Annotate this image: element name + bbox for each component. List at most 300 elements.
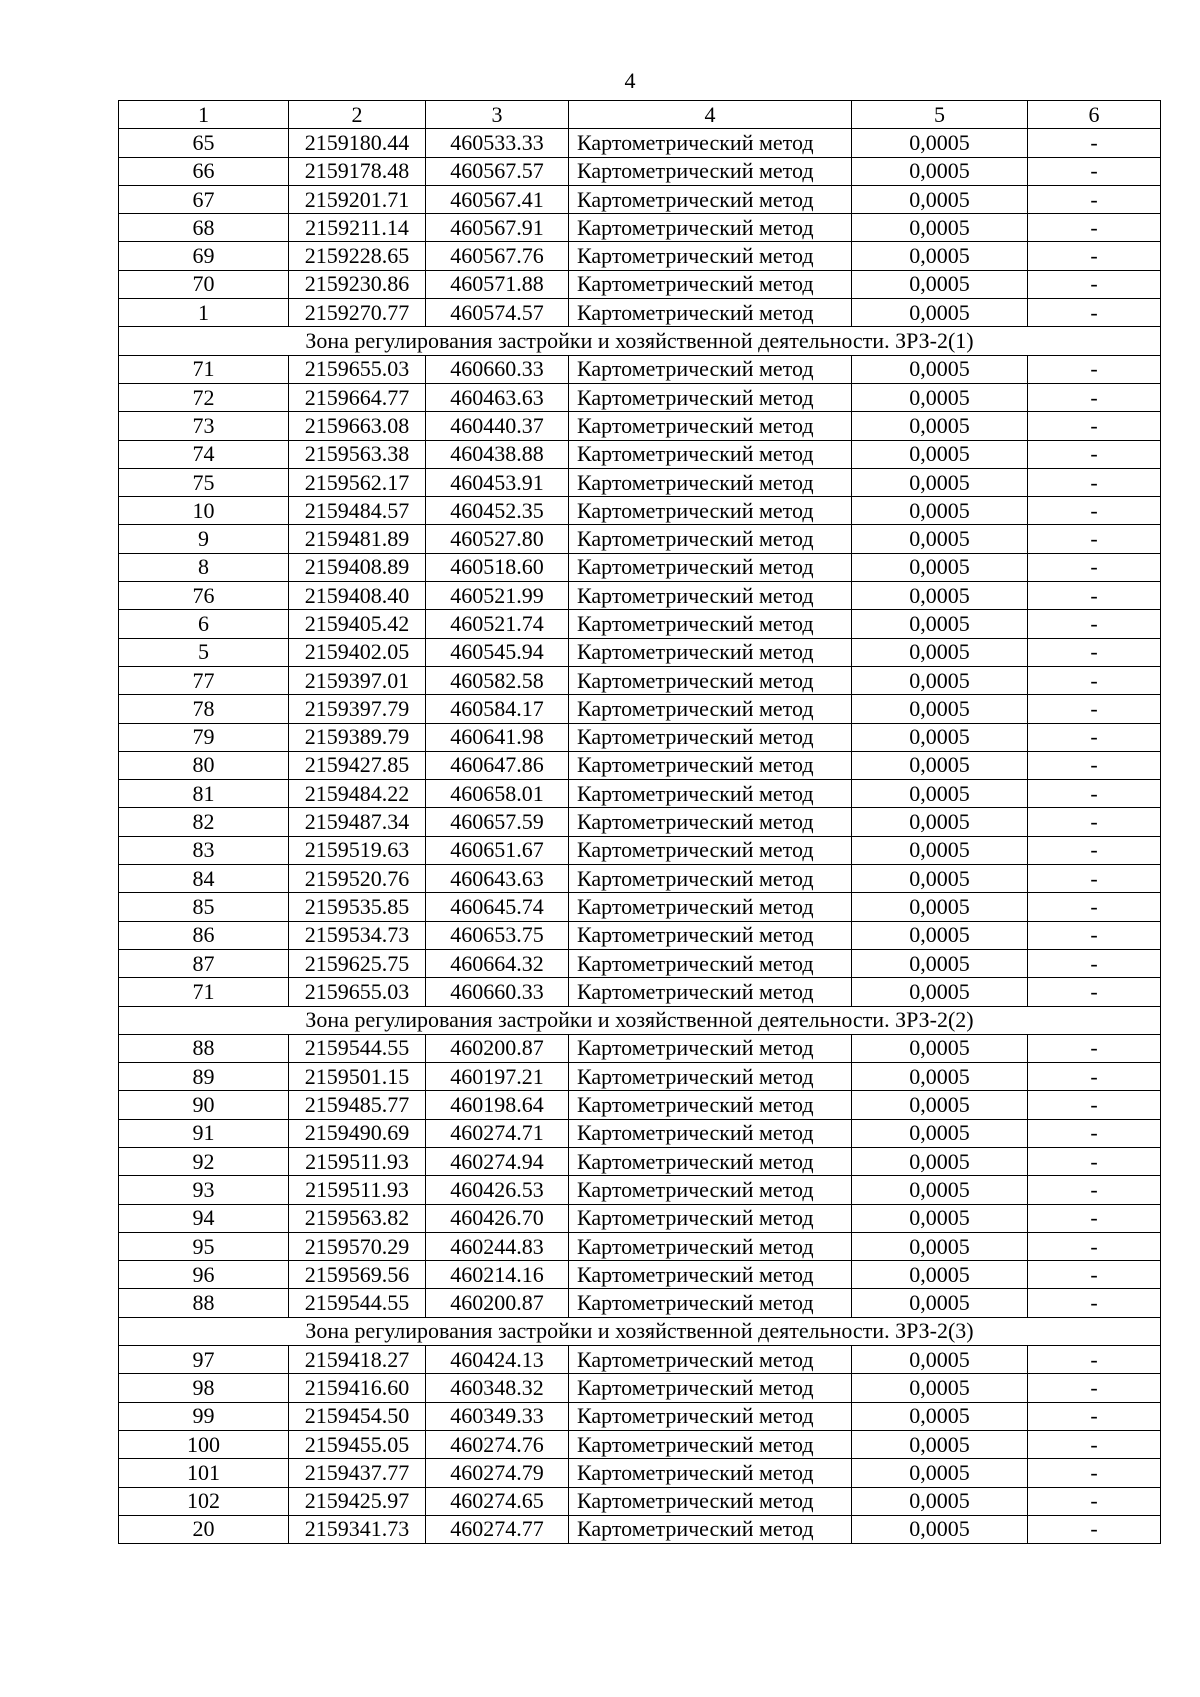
table-header-row (119, 101, 1161, 129)
note-cell: - (1028, 1430, 1161, 1458)
point-number-cell: 20 (119, 1515, 289, 1543)
table-row (119, 1459, 1161, 1487)
x-coordinate-cell: 2159408.40 (289, 582, 426, 610)
note-cell: - (1028, 978, 1161, 1006)
accuracy-cell: 0,0005 (852, 1289, 1028, 1317)
note-cell: - (1028, 1176, 1161, 1204)
note-cell: - (1028, 129, 1161, 157)
y-coordinate-cell: 460274.65 (426, 1487, 569, 1515)
point-number-cell: 71 (119, 978, 289, 1006)
accuracy-cell: 0,0005 (852, 949, 1028, 977)
table-row (119, 723, 1161, 751)
accuracy-cell: 0,0005 (852, 1176, 1028, 1204)
point-number-cell: 97 (119, 1346, 289, 1374)
method-cell: Картометрический метод (569, 355, 852, 383)
table-row (119, 780, 1161, 808)
note-cell: - (1028, 638, 1161, 666)
point-number-cell: 83 (119, 836, 289, 864)
point-number-cell: 88 (119, 1034, 289, 1062)
y-coordinate-cell: 460660.33 (426, 355, 569, 383)
table-row (119, 695, 1161, 723)
table-row (119, 836, 1161, 864)
table-row (119, 751, 1161, 779)
x-coordinate-cell: 2159454.50 (289, 1402, 426, 1430)
note-cell: - (1028, 751, 1161, 779)
table-row (119, 383, 1161, 411)
table-row (119, 1402, 1161, 1430)
column-header-5: 5 (852, 101, 1028, 129)
point-number-cell: 80 (119, 751, 289, 779)
note-cell: - (1028, 1063, 1161, 1091)
point-number-cell: 98 (119, 1374, 289, 1402)
accuracy-cell: 0,0005 (852, 893, 1028, 921)
point-number-cell: 81 (119, 780, 289, 808)
point-number-cell: 8 (119, 553, 289, 581)
accuracy-cell: 0,0005 (852, 468, 1028, 496)
accuracy-cell: 0,0005 (852, 638, 1028, 666)
y-coordinate-cell: 460453.91 (426, 468, 569, 496)
point-number-cell: 94 (119, 1204, 289, 1232)
table-row (119, 157, 1161, 185)
note-cell: - (1028, 723, 1161, 751)
note-cell: - (1028, 836, 1161, 864)
y-coordinate-cell: 460274.77 (426, 1515, 569, 1543)
note-cell: - (1028, 949, 1161, 977)
x-coordinate-cell: 2159178.48 (289, 157, 426, 185)
x-coordinate-cell: 2159397.01 (289, 666, 426, 694)
y-coordinate-cell: 460574.57 (426, 299, 569, 327)
y-coordinate-cell: 460567.57 (426, 157, 569, 185)
table-row (119, 242, 1161, 270)
method-cell: Картометрический метод (569, 808, 852, 836)
accuracy-cell: 0,0005 (852, 525, 1028, 553)
y-coordinate-cell: 460198.64 (426, 1091, 569, 1119)
point-number-cell: 100 (119, 1430, 289, 1458)
method-cell: Картометрический метод (569, 525, 852, 553)
y-coordinate-cell: 460274.76 (426, 1430, 569, 1458)
note-cell: - (1028, 525, 1161, 553)
y-coordinate-cell: 460521.99 (426, 582, 569, 610)
column-header-6: 6 (1028, 101, 1161, 129)
table-row (119, 921, 1161, 949)
method-cell: Картометрический метод (569, 129, 852, 157)
method-cell: Картометрический метод (569, 1402, 852, 1430)
y-coordinate-cell: 460244.83 (426, 1232, 569, 1260)
x-coordinate-cell: 2159228.65 (289, 242, 426, 270)
note-cell: - (1028, 157, 1161, 185)
method-cell: Картометрический метод (569, 1430, 852, 1458)
point-number-cell: 6 (119, 610, 289, 638)
zone-header-row (119, 327, 1161, 355)
accuracy-cell: 0,0005 (852, 1147, 1028, 1175)
method-cell: Картометрический метод (569, 1119, 852, 1147)
y-coordinate-cell: 460584.17 (426, 695, 569, 723)
note-cell: - (1028, 1459, 1161, 1487)
table-row (119, 666, 1161, 694)
y-coordinate-cell: 460518.60 (426, 553, 569, 581)
point-number-cell: 96 (119, 1261, 289, 1289)
accuracy-cell: 0,0005 (852, 808, 1028, 836)
y-coordinate-cell: 460214.16 (426, 1261, 569, 1289)
zone-header-row (119, 1317, 1161, 1345)
zone-header-row (119, 1006, 1161, 1034)
table-row (119, 1119, 1161, 1147)
x-coordinate-cell: 2159437.77 (289, 1459, 426, 1487)
x-coordinate-cell: 2159425.97 (289, 1487, 426, 1515)
point-number-cell: 93 (119, 1176, 289, 1204)
point-number-cell: 68 (119, 214, 289, 242)
table-row (119, 355, 1161, 383)
table-row (119, 468, 1161, 496)
x-coordinate-cell: 2159501.15 (289, 1063, 426, 1091)
note-cell: - (1028, 582, 1161, 610)
y-coordinate-cell: 460452.35 (426, 497, 569, 525)
table-row (119, 1063, 1161, 1091)
accuracy-cell: 0,0005 (852, 610, 1028, 638)
point-number-cell: 99 (119, 1402, 289, 1430)
table-row (119, 1261, 1161, 1289)
table-row (119, 1176, 1161, 1204)
table-row (119, 440, 1161, 468)
y-coordinate-cell: 460582.58 (426, 666, 569, 694)
table-row (119, 1232, 1161, 1260)
table-row (119, 1091, 1161, 1119)
method-cell: Картометрический метод (569, 780, 852, 808)
y-coordinate-cell: 460645.74 (426, 893, 569, 921)
point-number-cell: 10 (119, 497, 289, 525)
y-coordinate-cell: 460424.13 (426, 1346, 569, 1374)
x-coordinate-cell: 2159211.14 (289, 214, 426, 242)
point-number-cell: 91 (119, 1119, 289, 1147)
column-header-2: 2 (289, 101, 426, 129)
method-cell: Картометрический метод (569, 1147, 852, 1175)
accuracy-cell: 0,0005 (852, 1204, 1028, 1232)
y-coordinate-cell: 460348.32 (426, 1374, 569, 1402)
y-coordinate-cell: 460658.01 (426, 780, 569, 808)
point-number-cell: 71 (119, 355, 289, 383)
method-cell: Картометрический метод (569, 695, 852, 723)
note-cell: - (1028, 865, 1161, 893)
accuracy-cell: 0,0005 (852, 978, 1028, 1006)
x-coordinate-cell: 2159270.77 (289, 299, 426, 327)
note-cell: - (1028, 1261, 1161, 1289)
accuracy-cell: 0,0005 (852, 780, 1028, 808)
note-cell: - (1028, 1289, 1161, 1317)
y-coordinate-cell: 460567.41 (426, 185, 569, 213)
method-cell: Картометрический метод (569, 185, 852, 213)
y-coordinate-cell: 460197.21 (426, 1063, 569, 1091)
method-cell: Картометрический метод (569, 468, 852, 496)
x-coordinate-cell: 2159562.17 (289, 468, 426, 496)
note-cell: - (1028, 1515, 1161, 1543)
note-cell: - (1028, 412, 1161, 440)
note-cell: - (1028, 808, 1161, 836)
note-cell: - (1028, 1346, 1161, 1374)
note-cell: - (1028, 1119, 1161, 1147)
point-number-cell: 74 (119, 440, 289, 468)
method-cell: Картометрический метод (569, 865, 852, 893)
x-coordinate-cell: 2159416.60 (289, 1374, 426, 1402)
accuracy-cell: 0,0005 (852, 1232, 1028, 1260)
x-coordinate-cell: 2159487.34 (289, 808, 426, 836)
note-cell: - (1028, 1034, 1161, 1062)
y-coordinate-cell: 460274.79 (426, 1459, 569, 1487)
accuracy-cell: 0,0005 (852, 695, 1028, 723)
zone-title: Зона регулирования застройки и хозяйственной деятельности. ЗРЗ-2(2) (119, 1006, 1161, 1034)
x-coordinate-cell: 2159405.42 (289, 610, 426, 638)
method-cell: Картометрический метод (569, 921, 852, 949)
accuracy-cell: 0,0005 (852, 865, 1028, 893)
accuracy-cell: 0,0005 (852, 1430, 1028, 1458)
table-row (119, 214, 1161, 242)
point-number-cell: 73 (119, 412, 289, 440)
accuracy-cell: 0,0005 (852, 553, 1028, 581)
method-cell: Картометрический метод (569, 1374, 852, 1402)
x-coordinate-cell: 2159230.86 (289, 270, 426, 298)
table-row (119, 865, 1161, 893)
table-row (119, 412, 1161, 440)
y-coordinate-cell: 460653.75 (426, 921, 569, 949)
note-cell: - (1028, 242, 1161, 270)
y-coordinate-cell: 460545.94 (426, 638, 569, 666)
method-cell: Картометрический метод (569, 666, 852, 694)
method-cell: Картометрический метод (569, 299, 852, 327)
y-coordinate-cell: 460641.98 (426, 723, 569, 751)
point-number-cell: 92 (119, 1147, 289, 1175)
x-coordinate-cell: 2159341.73 (289, 1515, 426, 1543)
method-cell: Картометрический метод (569, 1289, 852, 1317)
x-coordinate-cell: 2159520.76 (289, 865, 426, 893)
accuracy-cell: 0,0005 (852, 1063, 1028, 1091)
y-coordinate-cell: 460643.63 (426, 865, 569, 893)
accuracy-cell: 0,0005 (852, 836, 1028, 864)
column-header-3: 3 (426, 101, 569, 129)
table-row (119, 497, 1161, 525)
accuracy-cell: 0,0005 (852, 1261, 1028, 1289)
y-coordinate-cell: 460349.33 (426, 1402, 569, 1430)
note-cell: - (1028, 1232, 1161, 1260)
method-cell: Картометрический метод (569, 497, 852, 525)
accuracy-cell: 0,0005 (852, 1459, 1028, 1487)
table-row (119, 553, 1161, 581)
accuracy-cell: 0,0005 (852, 299, 1028, 327)
point-number-cell: 87 (119, 949, 289, 977)
accuracy-cell: 0,0005 (852, 1515, 1028, 1543)
point-number-cell: 95 (119, 1232, 289, 1260)
method-cell: Картометрический метод (569, 582, 852, 610)
y-coordinate-cell: 460657.59 (426, 808, 569, 836)
accuracy-cell: 0,0005 (852, 582, 1028, 610)
method-cell: Картометрический метод (569, 157, 852, 185)
accuracy-cell: 0,0005 (852, 157, 1028, 185)
note-cell: - (1028, 440, 1161, 468)
point-number-cell: 89 (119, 1063, 289, 1091)
table-row (119, 299, 1161, 327)
method-cell: Картометрический метод (569, 270, 852, 298)
note-cell: - (1028, 468, 1161, 496)
x-coordinate-cell: 2159655.03 (289, 978, 426, 1006)
note-cell: - (1028, 1091, 1161, 1119)
column-header-4: 4 (569, 101, 852, 129)
x-coordinate-cell: 2159544.55 (289, 1034, 426, 1062)
method-cell: Картометрический метод (569, 412, 852, 440)
accuracy-cell: 0,0005 (852, 242, 1028, 270)
point-number-cell: 66 (119, 157, 289, 185)
method-cell: Картометрический метод (569, 978, 852, 1006)
point-number-cell: 88 (119, 1289, 289, 1317)
y-coordinate-cell: 460660.33 (426, 978, 569, 1006)
point-number-cell: 72 (119, 383, 289, 411)
accuracy-cell: 0,0005 (852, 1402, 1028, 1430)
accuracy-cell: 0,0005 (852, 1119, 1028, 1147)
point-number-cell: 79 (119, 723, 289, 751)
note-cell: - (1028, 299, 1161, 327)
method-cell: Картометрический метод (569, 638, 852, 666)
point-number-cell: 75 (119, 468, 289, 496)
accuracy-cell: 0,0005 (852, 440, 1028, 468)
y-coordinate-cell: 460527.80 (426, 525, 569, 553)
table-row (119, 1289, 1161, 1317)
point-number-cell: 1 (119, 299, 289, 327)
note-cell: - (1028, 1402, 1161, 1430)
table-row (119, 270, 1161, 298)
table-row (119, 185, 1161, 213)
method-cell: Картометрический метод (569, 383, 852, 411)
x-coordinate-cell: 2159484.57 (289, 497, 426, 525)
note-cell: - (1028, 355, 1161, 383)
method-cell: Картометрический метод (569, 836, 852, 864)
table-row (119, 808, 1161, 836)
x-coordinate-cell: 2159664.77 (289, 383, 426, 411)
x-coordinate-cell: 2159490.69 (289, 1119, 426, 1147)
note-cell: - (1028, 185, 1161, 213)
y-coordinate-cell: 460426.70 (426, 1204, 569, 1232)
x-coordinate-cell: 2159455.05 (289, 1430, 426, 1458)
x-coordinate-cell: 2159534.73 (289, 921, 426, 949)
point-number-cell: 65 (119, 129, 289, 157)
point-number-cell: 69 (119, 242, 289, 270)
y-coordinate-cell: 460426.53 (426, 1176, 569, 1204)
x-coordinate-cell: 2159418.27 (289, 1346, 426, 1374)
x-coordinate-cell: 2159481.89 (289, 525, 426, 553)
x-coordinate-cell: 2159511.93 (289, 1147, 426, 1175)
point-number-cell: 5 (119, 638, 289, 666)
x-coordinate-cell: 2159397.79 (289, 695, 426, 723)
point-number-cell: 67 (119, 185, 289, 213)
accuracy-cell: 0,0005 (852, 666, 1028, 694)
method-cell: Картометрический метод (569, 723, 852, 751)
table-row (119, 893, 1161, 921)
zone-title: Зона регулирования застройки и хозяйственной деятельности. ЗРЗ-2(1) (119, 327, 1161, 355)
y-coordinate-cell: 460274.94 (426, 1147, 569, 1175)
point-number-cell: 84 (119, 865, 289, 893)
note-cell: - (1028, 666, 1161, 694)
point-number-cell: 82 (119, 808, 289, 836)
y-coordinate-cell: 460438.88 (426, 440, 569, 468)
table-row (119, 525, 1161, 553)
table-row (119, 949, 1161, 977)
accuracy-cell: 0,0005 (852, 751, 1028, 779)
accuracy-cell: 0,0005 (852, 497, 1028, 525)
table-row (119, 1374, 1161, 1402)
table-row (119, 1515, 1161, 1543)
accuracy-cell: 0,0005 (852, 129, 1028, 157)
accuracy-cell: 0,0005 (852, 1487, 1028, 1515)
accuracy-cell: 0,0005 (852, 185, 1028, 213)
y-coordinate-cell: 460274.71 (426, 1119, 569, 1147)
table-row (119, 1034, 1161, 1062)
point-number-cell: 77 (119, 666, 289, 694)
accuracy-cell: 0,0005 (852, 355, 1028, 383)
y-coordinate-cell: 460440.37 (426, 412, 569, 440)
note-cell: - (1028, 780, 1161, 808)
point-number-cell: 90 (119, 1091, 289, 1119)
y-coordinate-cell: 460200.87 (426, 1289, 569, 1317)
note-cell: - (1028, 1204, 1161, 1232)
point-number-cell: 101 (119, 1459, 289, 1487)
table-body (119, 129, 1161, 1544)
method-cell: Картометрический метод (569, 242, 852, 270)
x-coordinate-cell: 2159408.89 (289, 553, 426, 581)
y-coordinate-cell: 460567.76 (426, 242, 569, 270)
method-cell: Картометрический метод (569, 751, 852, 779)
note-cell: - (1028, 921, 1161, 949)
accuracy-cell: 0,0005 (852, 270, 1028, 298)
x-coordinate-cell: 2159180.44 (289, 129, 426, 157)
y-coordinate-cell: 460200.87 (426, 1034, 569, 1062)
y-coordinate-cell: 460647.86 (426, 751, 569, 779)
x-coordinate-cell: 2159563.82 (289, 1204, 426, 1232)
method-cell: Картометрический метод (569, 1034, 852, 1062)
y-coordinate-cell: 460664.32 (426, 949, 569, 977)
x-coordinate-cell: 2159569.56 (289, 1261, 426, 1289)
table-row (119, 1204, 1161, 1232)
point-number-cell: 70 (119, 270, 289, 298)
table-row (119, 1487, 1161, 1515)
point-number-cell: 86 (119, 921, 289, 949)
note-cell: - (1028, 270, 1161, 298)
method-cell: Картометрический метод (569, 1232, 852, 1260)
method-cell: Картометрический метод (569, 949, 852, 977)
table-row (119, 582, 1161, 610)
table-row (119, 1346, 1161, 1374)
y-coordinate-cell: 460463.63 (426, 383, 569, 411)
note-cell: - (1028, 893, 1161, 921)
method-cell: Картометрический метод (569, 1459, 852, 1487)
x-coordinate-cell: 2159535.85 (289, 893, 426, 921)
y-coordinate-cell: 460533.33 (426, 129, 569, 157)
accuracy-cell: 0,0005 (852, 412, 1028, 440)
method-cell: Картометрический метод (569, 1346, 852, 1374)
zone-title: Зона регулирования застройки и хозяйственной деятельности. ЗРЗ-2(3) (119, 1317, 1161, 1345)
table-row (119, 978, 1161, 1006)
coordinates-table (118, 100, 1161, 1544)
x-coordinate-cell: 2159570.29 (289, 1232, 426, 1260)
y-coordinate-cell: 460651.67 (426, 836, 569, 864)
table-row (119, 1430, 1161, 1458)
y-coordinate-cell: 460567.91 (426, 214, 569, 242)
accuracy-cell: 0,0005 (852, 723, 1028, 751)
page-number: 4 (624, 68, 636, 93)
note-cell: - (1028, 1487, 1161, 1515)
note-cell: - (1028, 497, 1161, 525)
note-cell: - (1028, 553, 1161, 581)
table-row (119, 1147, 1161, 1175)
x-coordinate-cell: 2159484.22 (289, 780, 426, 808)
method-cell: Картометрический метод (569, 610, 852, 638)
table-row (119, 129, 1161, 157)
note-cell: - (1028, 610, 1161, 638)
